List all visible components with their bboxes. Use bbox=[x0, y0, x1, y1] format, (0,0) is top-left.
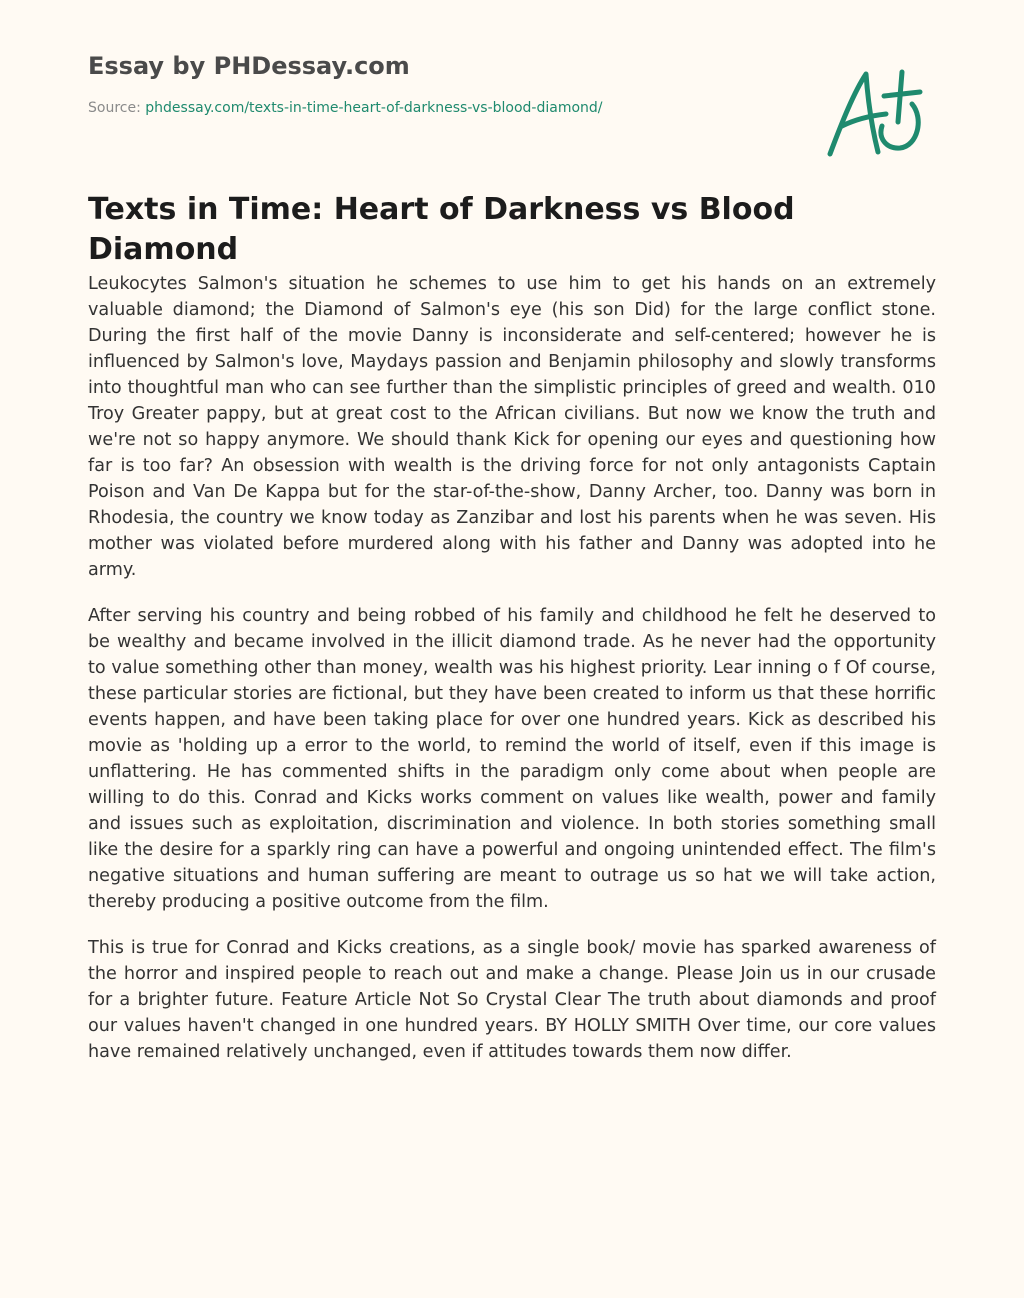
page-title: Texts in Time: Heart of Darkness vs Blood Diamond bbox=[88, 192, 795, 267]
essay-body bbox=[88, 271, 936, 1085]
page-header bbox=[88, 50, 788, 118]
source-label: Source: bbox=[88, 100, 146, 116]
a-plus-grade-icon bbox=[820, 62, 930, 162]
source-link[interactable]: phdessay.com/texts-in-time-heart-of-darkness-vs-blood-diamond/ bbox=[145, 100, 603, 116]
source-line bbox=[88, 98, 788, 118]
paragraph: This is true for Conrad and Kicks creations, as a single book/ movie has sparked awareness of the horror and inspired people to reach out and make a change. Please Join us in our crusade for a brighter future. Feature Article Not So Crystal Clear The truth about diamonds and proof our values haven't changed in one hundred years. BY HOLLY SMITH Over time, our core values have remained relatively unchanged, even if attitudes towards them now differ. bbox=[88, 938, 936, 1062]
paragraph: Leukocytes Salmon's situation he schemes to use him to get his hands on an extremely valuable diamond; the Diamond of Salmon's eye (his son Did) for the large conflict stone. During the first half of the movie Danny is inconsiderate and self-centered; however he is influenced by Salmon's love, Maydays passion and Benjamin philosophy and slowly transforms into thoughtful man who can see further than the simplistic principles of greed and wealth. 010 Troy Greater pappy, but at great cost to the African civilians. But now we know the truth and we're not so happy anymore. We should thank Kick for opening our eyes and questioning how far is too far? An obsession with wealth is the driving force for not only antagonists Captain Poison and Van De Kappa but for the star-of-the-show, Danny Archer, too. Danny was born in Rhodesia, the country we know today as Zanzibar and lost his parents when he was seven. His mother was violated before murdered along with his father and Danny was adopted into he army. bbox=[88, 274, 936, 580]
site-brand[interactable]: Essay by PHDessay.com bbox=[88, 52, 410, 80]
paragraph: After serving his country and being robbed of his family and childhood he felt he deserved to be wealthy and became involved in the illicit diamond trade. As he never had the opportunity to value something other than money, wealth was his highest priority. Lear inning o f Of course, these particular stories are fictional, but they have been created to inform us that these horrific events happen, and have been taking place for over one hundred years. Kick as described his movie as 'holding up a error to the world, to remind the world of itself, even if this image is unflattering. He has commented shifts in the paradigm only come about when people are willing to do this. Conrad and Kicks works comment on values like wealth, power and family and issues such as exploitation, discrimination and violence. In both stories something small like the desire for a sparkly ring can have a powerful and ongoing unintended effect. The film's negative situations and human suffering are meant to outrage us so hat we will take action, thereby producing a positive outcome from the film. bbox=[88, 606, 936, 912]
